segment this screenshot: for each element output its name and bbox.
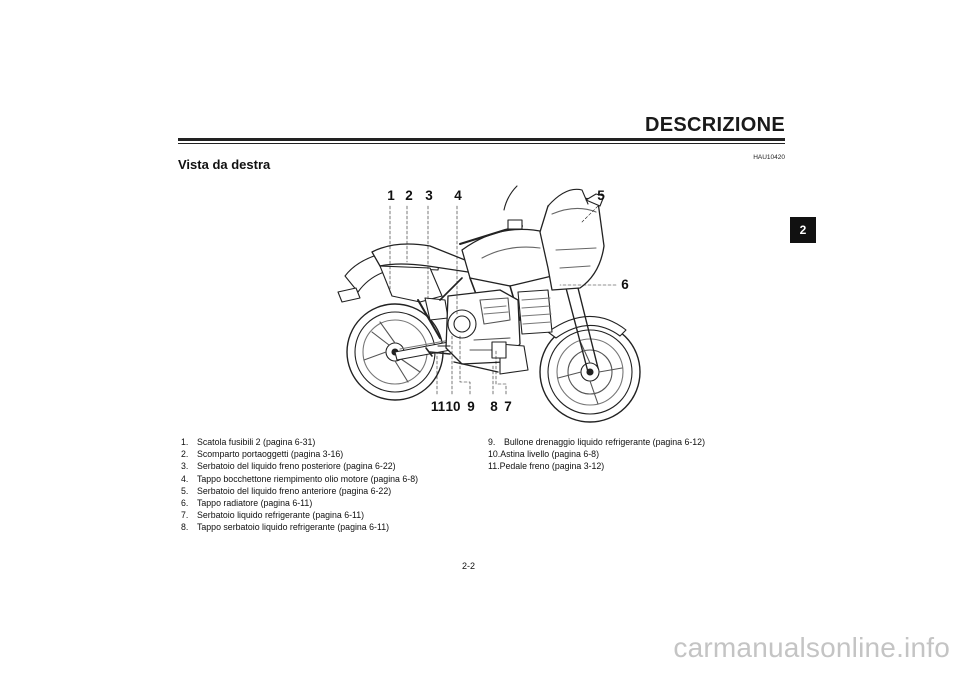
legend-text: Tappo serbatoio liquido refrigerante (pagina 6-11) — [197, 522, 390, 533]
legend-text: Scatola fusibili 2 (pagina 6-31) — [197, 437, 316, 447]
legend-number: 8. — [181, 522, 189, 533]
callout-8: 8 — [490, 399, 498, 414]
legend-text: Scomparto portaoggetti (pagina 3-16) — [197, 449, 344, 460]
legend-number: 7. — [181, 510, 189, 521]
legend-number: 10. — [488, 449, 501, 460]
legend-item — [181, 497, 481, 509]
legend-right-column — [488, 436, 788, 473]
legend-number: 9. — [488, 437, 496, 447]
section-heading: Vista da destra — [178, 157, 271, 172]
callout-11: 11 — [430, 399, 446, 414]
legend-number: 6. — [181, 498, 189, 509]
legend-text: Tappo radiatore (pagina 6-11) — [197, 498, 313, 509]
legend-number: 2. — [181, 449, 189, 460]
page-title: DESCRIZIONE — [645, 114, 785, 136]
callout-6: 6 — [621, 277, 629, 292]
legend-item — [181, 448, 481, 460]
callout-3: 3 — [425, 188, 433, 203]
callout-9: 9 — [467, 399, 475, 414]
legend-item — [181, 473, 481, 485]
watermark: carmanualsonline.info — [673, 632, 950, 663]
callout-1: 1 — [387, 188, 395, 203]
legend-number: 11. — [488, 461, 500, 472]
callout-5: 5 — [597, 188, 605, 203]
legend-text: Astina livello (pagina 6-8) — [500, 449, 600, 460]
legend-text: Bullone drenaggio liquido refrigerante (pagina 6-12) — [504, 437, 705, 447]
legend-number: 4. — [181, 473, 189, 484]
legend-item — [181, 436, 481, 448]
legend-text: Serbatoio liquido refrigerante (pagina 6-11) — [197, 510, 365, 521]
legend-text: Tappo bocchettone riempimento olio motore (pagina 6-8) — [197, 473, 419, 484]
legend-item — [181, 509, 481, 521]
legend-item — [181, 485, 481, 497]
legend-text: Pedale freno (pagina 3-12) — [499, 461, 605, 472]
legend-number: 1. — [181, 437, 189, 447]
legend-number: 5. — [181, 485, 189, 496]
legend-text: Serbatoio del liquido freno anteriore (pagina 6-22) — [197, 485, 392, 496]
legend-item — [181, 460, 481, 472]
legend-number: 3. — [181, 461, 189, 472]
callout-10: 10 — [445, 399, 461, 414]
legend-text: Serbatoio del liquido freno posteriore (pagina 6-22) — [197, 461, 396, 472]
legend-item — [181, 521, 481, 533]
legend-left-column — [181, 436, 481, 534]
page-number: 2-2 — [462, 561, 476, 571]
motorcycle-illustration — [330, 180, 650, 430]
legend-item — [488, 448, 788, 460]
legend-item — [488, 460, 788, 472]
chapter-tab[interactable]: 2 — [790, 217, 816, 243]
document-code: HAU10420 — [753, 154, 785, 161]
callout-2: 2 — [405, 188, 413, 203]
callout-4: 4 — [454, 188, 462, 203]
callout-7: 7 — [504, 399, 512, 414]
header-rule-thin — [178, 143, 785, 144]
header-rule-thick — [178, 138, 785, 141]
legend-item — [488, 436, 788, 448]
